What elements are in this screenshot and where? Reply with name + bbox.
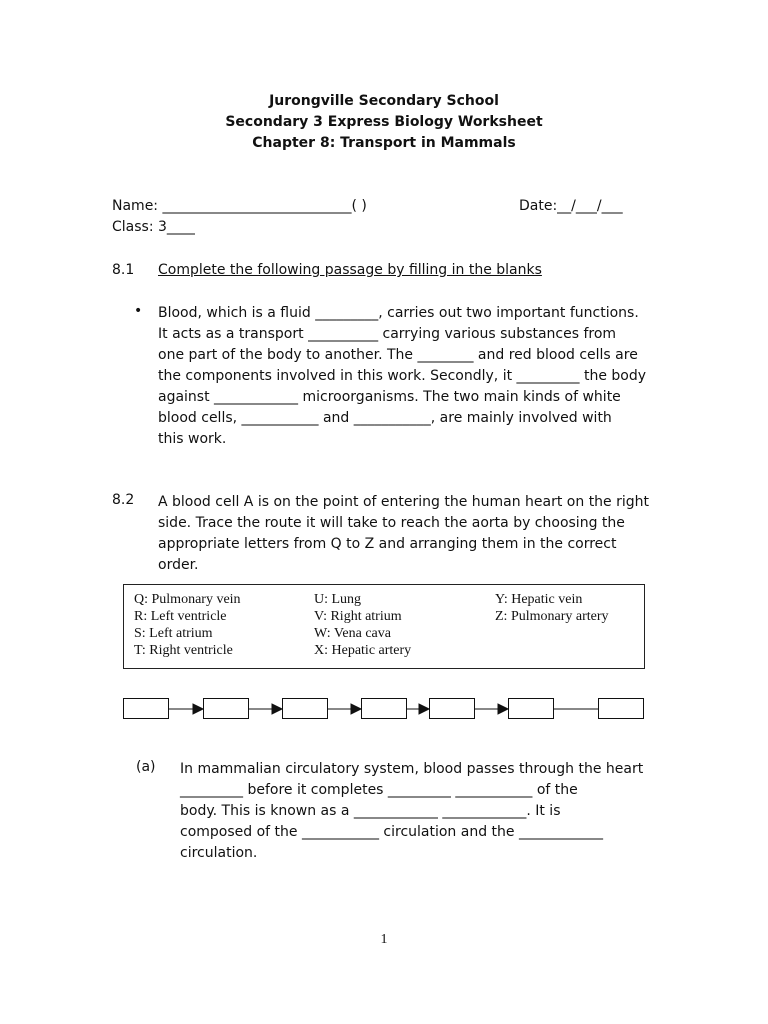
option-item: Y: Hepatic vein bbox=[495, 592, 583, 607]
part-a-line: _________ before it completes _________ ___________ of the bbox=[180, 782, 578, 798]
part-a-text bbox=[180, 759, 643, 864]
passage-line: against ____________ microorganisms. The two main kinds of white bbox=[158, 389, 621, 405]
option-item: U: Lung bbox=[314, 592, 362, 607]
part-a-line: composed of the ___________ circulation and the ____________ bbox=[180, 824, 603, 840]
option-item: Z: Pulmonary artery bbox=[495, 609, 609, 624]
part-a-label: (a) bbox=[136, 759, 156, 775]
question-line: side. Trace the route it will take to reach the aorta by choosing the bbox=[158, 515, 625, 531]
question-line: order. bbox=[158, 557, 199, 573]
part-a-line: In mammalian circulatory system, blood passes through the heart bbox=[180, 761, 644, 777]
worksheet-title: Secondary 3 Express Biology Worksheet bbox=[225, 114, 543, 130]
page-number: 1 bbox=[380, 932, 388, 947]
option-item: R: Left ventricle bbox=[134, 609, 227, 624]
question-8-2-number: 8.2 bbox=[112, 492, 135, 508]
question-8-1-number: 8.1 bbox=[112, 262, 135, 278]
option-item: S: Left atrium bbox=[134, 626, 213, 641]
passage-line: one part of the body to another. The ________ and red blood cells are bbox=[158, 347, 638, 363]
passage-line: It acts as a transport __________ carrying various substances from bbox=[158, 326, 617, 342]
passage-line: this work. bbox=[158, 431, 227, 447]
date-field[interactable]: Date:__/___/___ bbox=[519, 198, 623, 214]
option-item: V: Right atrium bbox=[314, 609, 402, 624]
passage-line: Blood, which is a fluid _________, carries out two important functions. bbox=[158, 305, 639, 321]
school-title: Jurongville Secondary School bbox=[269, 93, 499, 109]
option-item: W: Vena cava bbox=[314, 626, 391, 641]
passage-line: blood cells, ___________ and ___________, are mainly involved with bbox=[158, 410, 612, 426]
part-a-line: circulation. bbox=[180, 845, 258, 861]
question-line: A blood cell A is on the point of entering the human heart on the right bbox=[158, 494, 650, 510]
option-item: Q: Pulmonary vein bbox=[134, 592, 241, 607]
question-8-1-instruction: Complete the following passage by filling in the blanks bbox=[158, 262, 542, 278]
passage-line: the components involved in this work. Secondly, it _________ the body bbox=[158, 368, 647, 384]
option-item: X: Hepatic artery bbox=[314, 643, 412, 658]
chapter-title: Chapter 8: Transport in Mammals bbox=[252, 135, 516, 151]
bullet-icon: • bbox=[134, 303, 143, 319]
question-line: appropriate letters from Q to Z and arranging them in the correct bbox=[158, 536, 617, 552]
part-a-line: body. This is known as a ____________ ____________. It is bbox=[180, 803, 561, 819]
option-item: T: Right ventricle bbox=[134, 643, 233, 658]
class-field[interactable]: Class: 3____ bbox=[112, 219, 195, 235]
name-field[interactable]: Name: ___________________________( ) bbox=[112, 198, 367, 214]
